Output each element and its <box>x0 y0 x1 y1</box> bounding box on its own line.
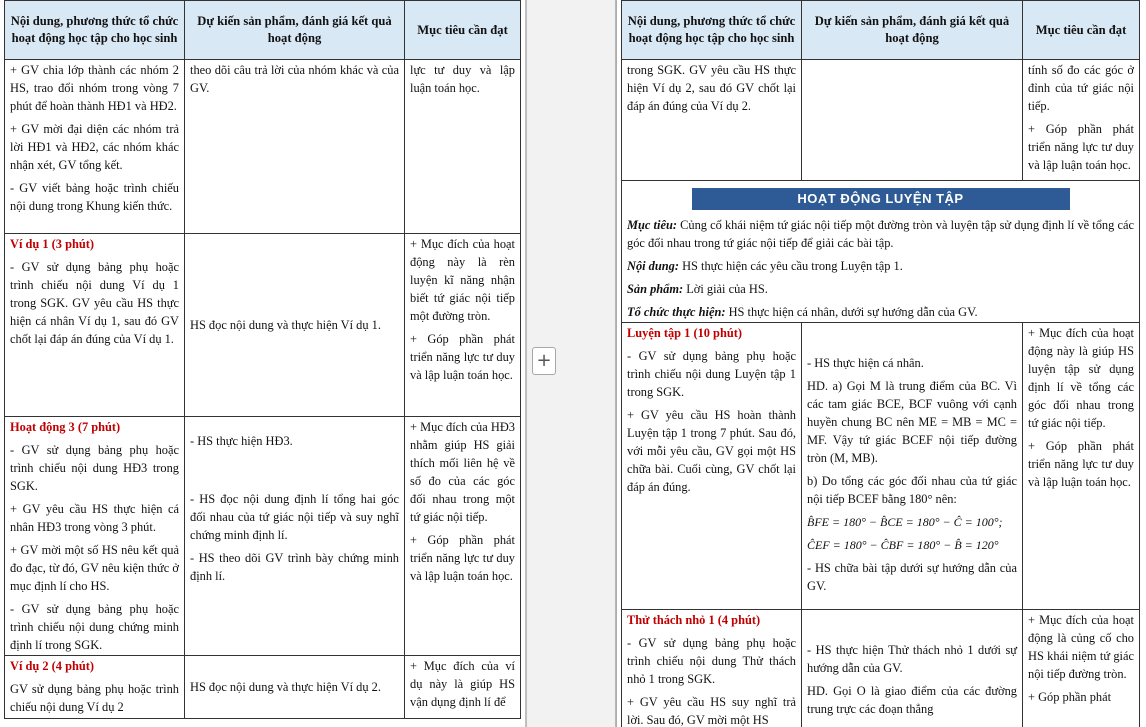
cell-text: - HS đọc nội dung định lí tổng hai góc đối nhau của tứ giác nội tiếp và suy nghĩ chứng minh định lí. <box>190 492 399 542</box>
cell-text: + Mục đích của hoạt động là củng cố cho HS khái niệm tứ giác nội tiếp đường tròn. <box>1028 613 1134 681</box>
cell-text: trong SGK. GV yêu cầu HS thực hiện Ví dụ 2, sau đó GV chốt lại đáp án đúng của Ví dụ 2. <box>627 63 796 113</box>
document-page-left <box>0 0 525 727</box>
formula-line: B̂FE = 180° − B̂CE = 180° − Ĉ = 100°; <box>807 515 1003 529</box>
table-header-row <box>5 1 521 60</box>
cell-text: + GV mời đại diện các nhóm trả lời HĐ1 và HĐ2, các nhóm khác nhận xét, GV tổng kết. <box>10 122 179 172</box>
lesson-table-right <box>621 0 1140 727</box>
cell-text: HS đọc nội dung và thực hiện Ví dụ 2. <box>190 680 381 694</box>
cell-text: lực tư duy và lập luận toán học. <box>410 63 515 95</box>
cell-text: - HS theo dõi GV trình bày chứng minh định lí. <box>190 551 399 583</box>
cell-text: - HS chữa bài tập dưới sự hướng dẫn của GV. <box>807 561 1017 593</box>
cell-text: + Góp phần phát <box>1028 690 1112 704</box>
cell-text: HD. Gọi O là giao điểm của các đường trung trực các đoạn thẳng <box>807 684 1017 716</box>
cell-text: + Góp phần phát triển năng lực tư duy và lập luận toán học. <box>1028 439 1134 489</box>
header-content-method: Nội dung, phương thức tổ chức hoạt động học tập cho học sinh <box>622 1 802 60</box>
activity-title: Hoạt động 3 (7 phút) <box>10 420 121 434</box>
table-row <box>5 656 521 719</box>
table-header-row <box>622 1 1140 60</box>
activity-title: Luyện tập 1 (10 phút) <box>627 326 742 340</box>
cell-text: + Mục đích của ví dụ này là giúp HS vận dụng định lí để <box>410 659 515 709</box>
table-row <box>5 417 521 656</box>
cell-text: + Mục đích của hoạt động này là rèn luyện kĩ năng nhận biết tứ giác nội tiếp một đường tròn. <box>410 237 515 323</box>
cell-text: - GV sử dụng bảng phụ hoặc trình chiếu nội dung Thử thách nhỏ 1 trong SGK. <box>627 636 796 686</box>
document-page-right <box>617 0 1146 727</box>
cell-text: - HS thực hiện cá nhân. <box>807 356 924 370</box>
header-expected-product: Dự kiến sản phẩm, đánh giá kết quả hoạt động <box>802 1 1023 60</box>
cell-text: HS đọc nội dung và thực hiện Ví dụ 1. <box>190 318 381 332</box>
cell-text: + GV yêu cầu HS hoàn thành Luyện tập 1 trong 7 phút. Sau đó, với mỗi yêu cầu, GV gọi một HS chữa bài. Cuối cùng, GV chốt lại đáp án đúng. <box>627 408 796 494</box>
cell-text: + GV yêu cầu HS thực hiện cá nhân HĐ3 trong vòng 3 phút. <box>10 502 179 534</box>
practice-section-row <box>622 181 1140 323</box>
practice-goal: Mục tiêu: Củng cố khái niệm tứ giác nội tiếp một đường tròn và luyện tập sử dụng định lí về tổng các góc đối nhau trong tứ giác nội tiếp để giải các bài tập. <box>627 218 1134 250</box>
cell-text: - GV sử dụng bảng phụ hoặc trình chiếu nội dung chứng minh định lí trong SGK. <box>10 602 179 652</box>
cell-text: theo dõi câu trả lời của nhóm khác và của GV. <box>190 63 399 95</box>
table-row <box>5 60 521 234</box>
page-border <box>525 0 527 727</box>
table-row <box>622 323 1140 610</box>
formula-line: ĈEF = 180° − ĈBF = 180° − B̂ = 120° <box>807 538 999 552</box>
cell-text: - GV sử dụng bảng phụ hoặc trình chiếu nội dung Ví dụ 1 trong SGK. GV yêu cầu HS thực hiện cá nhân Ví dụ 1, sau đó GV chốt lại đáp án đúng của Ví dụ 1. <box>10 260 179 346</box>
cell-text: + Góp phần phát triển năng lực tư duy và lập luận toán học. <box>1028 122 1134 172</box>
cell-text: + GV yêu cầu HS suy nghĩ trả lời. Sau đó, GV mời một HS <box>627 695 796 727</box>
table-row <box>5 234 521 417</box>
solution-part-a: HD. a) Gọi M là trung điểm của BC. Vì các tam giác BCE, BCF vuông với cạnh huyền chung BC nên ME = MB = MC = MF. Vậy tứ giác BCEF nội tiếp đường tròn (M, MB). <box>807 379 1017 465</box>
header-objectives: Mục tiêu cần đạt <box>1023 1 1140 60</box>
cell-text: + GV mời một số HS nêu kết quả đo đạc, từ đó, GV nêu kiện thức ở mục định lí cho HS. <box>10 543 179 593</box>
cell-text: - GV viết bảng hoặc trình chiếu nội dung trong Khung kiến thức. <box>10 181 179 213</box>
cell-text: - GV sử dụng bảng phụ hoặc trình chiếu nội dung HĐ3 trong SGK. <box>10 443 179 493</box>
cell-text: + Mục đích của HĐ3 nhằm giúp HS giải thích mối liên hệ về số đo của các góc đối nhau trong một tứ giác nội tiếp. <box>410 420 515 524</box>
add-page-button[interactable]: + <box>532 347 556 375</box>
cell-text: + Mục đích của hoạt động này là giúp HS luyện tập sử dụng định lí về tổng các góc đối nhau trong tứ giác nội tiếp. <box>1028 326 1134 430</box>
practice-banner: HOẠT ĐỘNG LUYỆN TẬP <box>692 188 1070 210</box>
cell-text: GV sử dụng bảng phụ hoặc trình chiếu nội dung Ví dụ 2 <box>10 682 179 714</box>
cell-text: + Góp phần phát triển năng lực tư duy và lập luận toán học. <box>410 332 515 382</box>
table-row <box>622 610 1140 727</box>
header-expected-product: Dự kiến sản phẩm, đánh giá kết quả hoạt động <box>185 1 405 60</box>
header-content-method: Nội dung, phương thức tổ chức hoạt động học tập cho học sinh <box>5 1 185 60</box>
activity-title: Ví dụ 1 (3 phút) <box>10 237 95 251</box>
cell-text: tính số đo các góc ở đỉnh của tứ giác nội tiếp. <box>1028 63 1134 113</box>
cell-text: - HS thực hiện Thử thách nhỏ 1 dưới sự hướng dẫn của GV. <box>807 643 1017 675</box>
activity-title: Ví dụ 2 (4 phút) <box>10 659 95 673</box>
cell-text: - GV sử dụng bảng phụ hoặc trình chiếu nội dung Luyện tập 1 trong SGK. <box>627 349 796 399</box>
activity-title: Thử thách nhỏ 1 (4 phút) <box>627 613 761 627</box>
header-objectives: Mục tiêu cần đạt <box>405 1 521 60</box>
lesson-table-left <box>4 0 521 719</box>
practice-product: Sản phẩm: Lời giải của HS. <box>627 282 768 296</box>
practice-organization: Tổ chức thực hiện: HS thực hiện cá nhân, dưới sự hướng dẫn của GV. <box>627 305 978 319</box>
cell-text: + Góp phần phát triển năng lực tư duy và lập luận toán học. <box>410 533 515 583</box>
table-row <box>622 60 1140 181</box>
solution-part-b: b) Do tổng các góc đối nhau của tứ giác nội tiếp BCEF bằng 180° nên: <box>807 474 1017 506</box>
cell-text: + GV chia lớp thành các nhóm 2 HS, trao đổi nhóm trong vòng 7 phút để hoàn thành HĐ1 và HĐ2. <box>10 63 179 113</box>
cell-text: - HS thực hiện HĐ3. <box>190 434 293 448</box>
practice-content: Nội dung: HS thực hiện các yêu cầu trong Luyện tập 1. <box>627 259 903 273</box>
